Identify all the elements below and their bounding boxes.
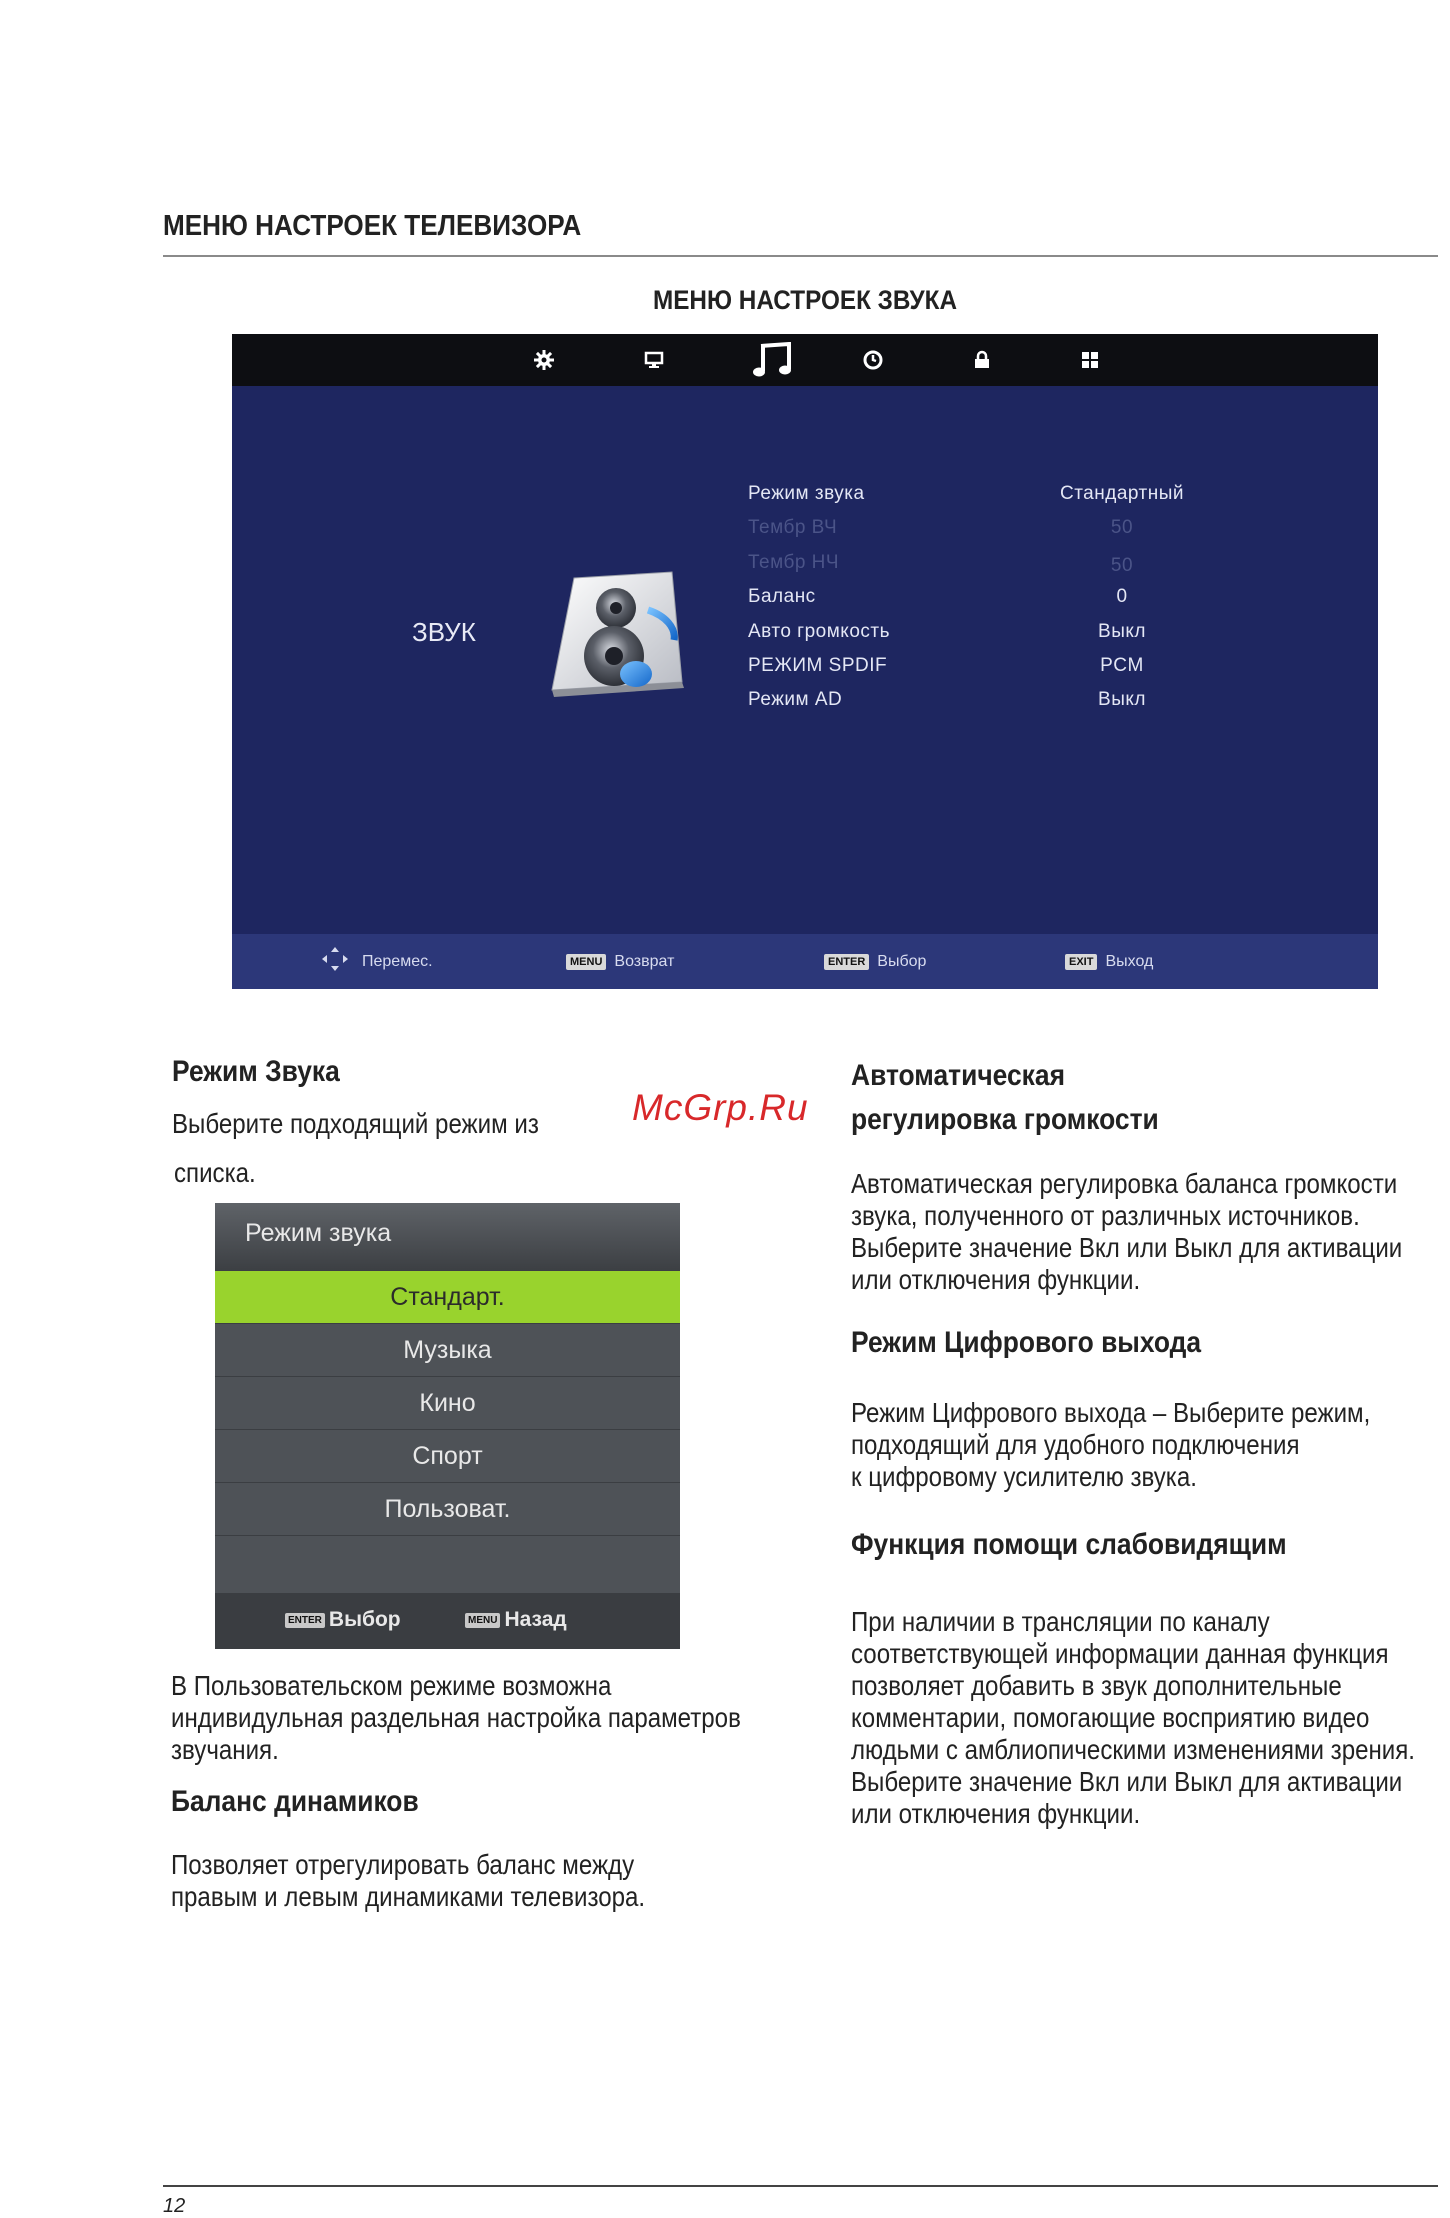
popup-hint-menu (465, 1608, 567, 1632)
auto-volume-text-2: звука, полученного от различных источников. (851, 1199, 1360, 1232)
sound-mode-text-2: списка. (174, 1156, 256, 1189)
balance-text-2: правым и левым динамиками телевизора. (171, 1880, 645, 1913)
audio-description-text-5: людьми с амблиопическими изменениями зрения. (851, 1733, 1415, 1766)
audio-description-text-7: или отключения функции. (851, 1797, 1140, 1830)
row-treble-value: 50 (1052, 517, 1192, 539)
row-balance-value: 0 (1052, 586, 1192, 608)
balance-text-1: Позволяет отрегулировать баланс между (171, 1848, 634, 1881)
menu-key-icon: MENU (566, 954, 606, 970)
row-sound-mode-label[interactable]: Режим звука (748, 483, 865, 505)
user-mode-text-3: звучания. (171, 1733, 279, 1766)
watermark: McGrp.Ru (632, 1087, 809, 1129)
audio-description-text-6: Выберите значение Вкл или Выкл для активации (851, 1765, 1402, 1798)
popup-hint-enter-label: Выбор (329, 1608, 401, 1631)
menu-key-icon: MENU (465, 1613, 500, 1628)
option-sport[interactable]: Спорт (215, 1430, 680, 1483)
monitor-icon[interactable] (634, 334, 674, 386)
hint-exit-label: Выход (1105, 953, 1153, 971)
digital-out-text-2: подходящий для удобного подключения (851, 1428, 1299, 1461)
row-spdif-value: PCM (1052, 655, 1192, 677)
hint-menu (566, 934, 674, 989)
auto-volume-text-1: Автоматическая регулировка баланса громкости (851, 1167, 1397, 1200)
sound-mode-text-1: Выберите подходящий режим из (172, 1107, 539, 1140)
audio-description-text-2: соответствующей информации данная функция (851, 1637, 1389, 1670)
sound-mode-popup (215, 1203, 680, 1649)
page-title: МЕНЮ НАСТРОЕК ТЕЛЕВИЗОРА (163, 210, 581, 243)
hint-exit (1065, 934, 1153, 989)
hint-enter-label: Выбор (877, 953, 926, 971)
audio-description-text-3: позволяет добавить в звук дополнительные (851, 1669, 1342, 1702)
row-sound-mode-value: Стандартный (1052, 483, 1192, 505)
section-title: МЕНЮ НАСТРОЕК ЗВУКА (81, 285, 1450, 316)
row-spdif-label[interactable]: РЕЖИМ SPDIF (748, 655, 887, 677)
auto-volume-heading-1: Автоматическая (851, 1059, 1065, 1093)
option-standard[interactable]: Стандарт. (215, 1271, 680, 1324)
row-bass-value: 50 (1052, 555, 1192, 577)
row-bass-label: Тембр НЧ (748, 552, 839, 574)
row-ad-label[interactable]: Режим AD (748, 689, 842, 711)
speaker-icon (544, 570, 694, 705)
enter-key-icon: ENTER (285, 1613, 325, 1628)
balance-heading: Баланс динамиков (171, 1785, 419, 1819)
tv-top-bar (232, 334, 1378, 386)
hint-enter (824, 934, 926, 989)
auto-volume-heading-2: регулировка громкости (851, 1103, 1159, 1137)
popup-hint-menu-label: Назад (504, 1608, 566, 1631)
audio-description-text-1: При наличии в трансляции по каналу (851, 1605, 1270, 1638)
digital-out-text-3: к цифровому усилителю звука. (851, 1460, 1197, 1493)
user-mode-text-2: индивидульная раздельная настройка параметров (171, 1701, 741, 1734)
footer-divider (163, 2185, 1438, 2187)
auto-volume-text-3: Выберите значение Вкл или Выкл для активации (851, 1231, 1402, 1264)
music-note-icon[interactable] (747, 334, 797, 386)
user-mode-text-1: В Пользовательском режиме возможна (171, 1669, 611, 1702)
hint-move (320, 934, 433, 989)
row-auto-volume-label[interactable]: Авто громкость (748, 621, 890, 643)
dpad-icon (320, 945, 350, 978)
option-movie[interactable]: Кино (215, 1377, 680, 1430)
sound-mode-heading: Режим Звука (172, 1055, 340, 1089)
popup-hint-bar (215, 1593, 680, 1649)
exit-key-icon: EXIT (1065, 954, 1097, 970)
hint-menu-label: Возврат (614, 953, 674, 971)
row-treble-label: Тембр ВЧ (748, 517, 837, 539)
audio-description-text-4: комментарии, помогающие восприятию видео (851, 1701, 1369, 1734)
auto-volume-text-4: или отключения функции. (851, 1263, 1140, 1296)
enter-key-icon: ENTER (824, 954, 869, 970)
apps-grid-icon[interactable] (1070, 334, 1110, 386)
clock-icon[interactable] (853, 334, 893, 386)
gear-icon[interactable] (524, 334, 564, 386)
menu-category-label: ЗВУК (412, 617, 476, 648)
row-auto-volume-value: Выкл (1052, 621, 1192, 643)
title-divider (163, 255, 1438, 257)
page-number: 12 (163, 2195, 185, 2218)
popup-hint-enter (285, 1608, 401, 1632)
hint-move-label: Перемес. (362, 953, 433, 971)
tv-sound-menu (232, 334, 1378, 989)
popup-title: Режим звука (245, 1219, 391, 1248)
option-user[interactable]: Пользоват. (215, 1483, 680, 1536)
audio-description-heading: Функция помощи слабовидящим (851, 1528, 1287, 1562)
popup-title-bar (215, 1203, 680, 1271)
digital-out-heading: Режим Цифрового выхода (851, 1326, 1201, 1360)
digital-out-text-1: Режим Цифрового выхода – Выберите режим, (851, 1396, 1370, 1429)
lock-icon[interactable] (962, 334, 1002, 386)
option-music[interactable]: Музыка (215, 1324, 680, 1377)
row-ad-value: Выкл (1052, 689, 1192, 711)
row-balance-label[interactable]: Баланс (748, 586, 816, 608)
